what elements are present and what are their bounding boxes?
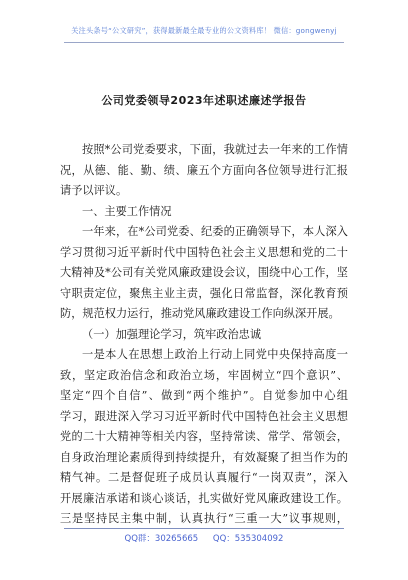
body-line: 坚定“四个自信”、做到“两个维护”。自觉参加中心组: [60, 389, 348, 402]
footer-qq-group: QQ群：30265665: [124, 534, 199, 544]
body-line: 党的二十大精神等相关内容，坚持常读、常学、常领会，: [60, 430, 348, 443]
body-line: 三是坚持民主集中制，认真执行“三重一大”议事规则，: [60, 512, 348, 525]
body-line: 自身政治理论素质得到持续提升，有效凝聚了担当作为的: [60, 450, 348, 464]
footer-divider: [64, 528, 344, 529]
body-line: （一）加强理论学习，筑牢政治忠诚: [82, 327, 262, 341]
body-line: 请予以评议。: [60, 184, 128, 197]
body-line: 况，从德、能、勤、绩、廉五个方面向各位领导进行汇报: [60, 163, 348, 177]
body-line: 开展廉洁承诺和谈心谈话，扎实做好党风廉政建设工作。: [60, 491, 348, 505]
header-note: 关注头条号“公文研究”，获得最新最全最专业的公文资料库！ 微信：gongwenyj: [71, 26, 337, 35]
body-line: 一是本人在思想上政治上行动上同党中央保持高度一: [82, 348, 348, 361]
document-title: 公司党委领导2023年述职述廉述学报告: [101, 94, 307, 107]
body-line: 学习贯彻习近平新时代中国特色社会主义思想和党的二十: [60, 245, 348, 259]
document-body: [60, 140, 348, 530]
body-line: 按照*公司党委要求，下面，我就过去一年来的工作情: [82, 143, 348, 156]
body-line: 学习，跟进深入学习习近平新时代中国特色社会主义思想: [60, 409, 348, 423]
body-line: 一年来，在*公司党委、纪委的正确领导下，本人深入: [82, 225, 348, 238]
footer-qq-number: QQ：535304092: [212, 534, 284, 544]
body-line: 守职责定位，聚焦主业主责，强化日常监督，深化教育预: [60, 286, 348, 300]
footer-contact: [0, 532, 408, 544]
body-line: 致，坚定政治信念和政治立场，牢固树立“四个意识”、: [60, 368, 348, 382]
body-line: 一、主要工作情况: [82, 204, 172, 218]
body-line: 精气神。二是督促班子成员认真履行“一岗双责”，深入: [60, 471, 348, 484]
header-divider: [64, 42, 344, 43]
body-line: 大精神及*公司有关党风廉政建设会议，围绕中心工作，坚: [60, 266, 348, 279]
body-line: 防，规范权力运行，推动党风廉政建设工作向纵深开展。: [60, 307, 340, 320]
